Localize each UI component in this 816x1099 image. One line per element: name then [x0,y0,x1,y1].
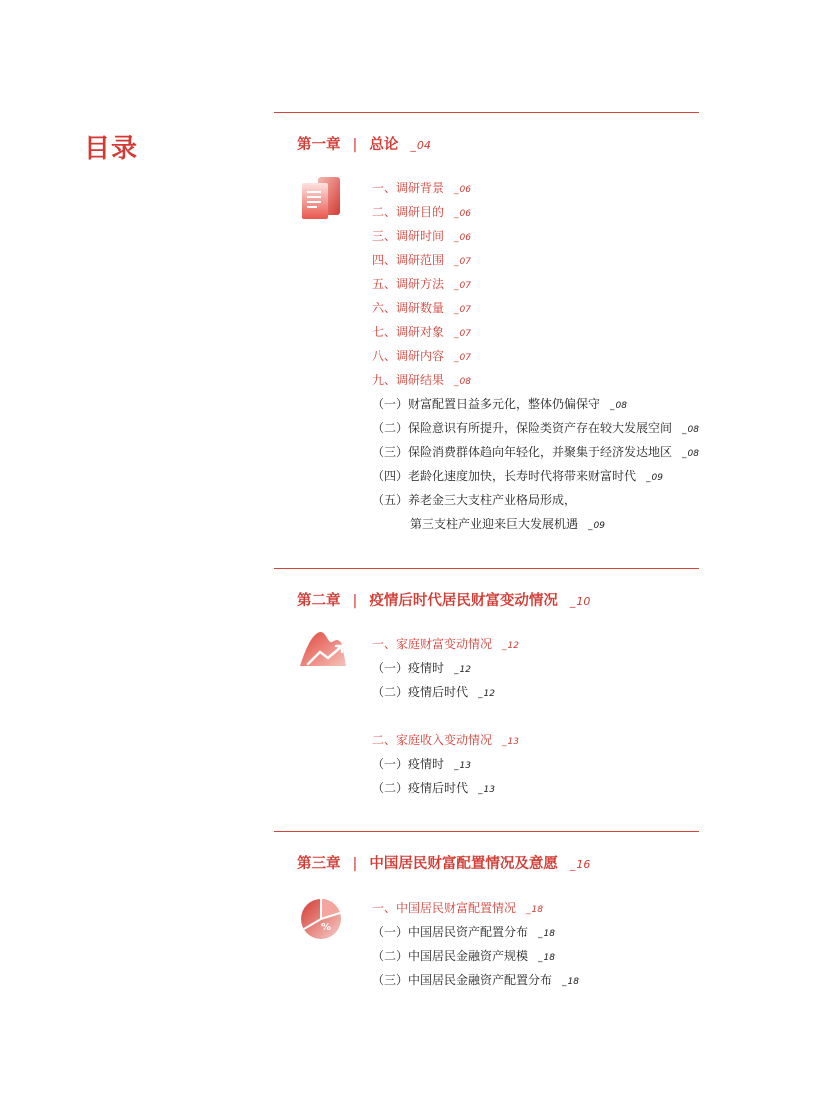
toc-entry[interactable] [372,397,627,413]
chapter-separator: | [352,593,358,609]
entry-text: （一）疫情时 [372,661,445,675]
entry-text: （一）财富配置日益多元化，整体仍偏保守 [372,397,601,411]
chapter-page: _ 10 [570,595,591,608]
entry-page: _ 07 [454,257,471,267]
entry-text: （二）疫情后时代 [372,781,469,795]
entry-text: （一）疫情时 [372,757,445,771]
entry-text: 第三支柱产业迎来巨大发展机遇 [410,517,579,531]
entry-page: _ 07 [454,329,471,339]
entry-page: _ 18 [562,977,579,987]
entry-text: 九、调研结果 [372,373,445,387]
entry-text: 一、家庭财富变动情况 [372,637,493,651]
entry-page: _ 07 [454,353,471,363]
entry-text: （二）疫情后时代 [372,685,469,699]
entry-page: _ 18 [526,905,543,915]
toc-entry[interactable] [372,301,471,317]
entry-text: 一、中国居民财富配置情况 [372,901,517,915]
entry-text: 八、调研内容 [372,349,445,363]
chapter-page: _ 16 [570,858,591,871]
toc-entry[interactable] [372,901,543,917]
percent-pie-icon [298,895,344,941]
entry-text: 七、调研对象 [372,325,445,339]
chapter-label: 第二章 [297,593,341,609]
entry-text: （五）养老金三大支柱产业格局形成， [372,493,577,507]
entry-text: 一、调研背景 [372,181,445,195]
toc-entry[interactable] [372,949,555,965]
chapter-1-rule [274,112,699,113]
entry-page: _ 09 [588,521,605,531]
toc-entry[interactable] [372,733,519,749]
toc-entry[interactable] [372,637,519,653]
entry-text: （三）中国居民金融资产配置分布 [372,973,553,987]
chapter-label: 第三章 [297,856,341,872]
chapter-label: 第一章 [297,137,341,153]
entry-page: _ 07 [454,305,471,315]
entry-page: _ 18 [538,929,555,939]
entry-text: 二、调研目的 [372,205,445,219]
toc-entry[interactable] [372,373,471,389]
entry-page: _ 13 [502,737,519,747]
toc-entry[interactable] [372,205,471,221]
toc-entry[interactable] [372,493,576,507]
entry-text: 六、调研数量 [372,301,445,315]
toc-entry[interactable] [372,925,555,941]
toc-entry[interactable] [372,781,495,797]
entry-page: _ 08 [682,425,699,435]
chapter-1-heading[interactable] [297,133,431,154]
toc-title: 目录 [84,134,139,164]
toc-entry[interactable] [372,181,471,197]
entry-text: （二）保险意识有所提升，保险类资产存在较大发展空间 [372,421,673,435]
entry-page: _ 08 [682,449,699,459]
chapter-separator: | [352,856,358,872]
entry-page: _ 18 [538,953,555,963]
documents-icon [298,175,344,223]
entry-text: （四）老龄化速度加快，长寿时代将带来财富时代 [372,469,637,483]
toc-entry[interactable] [372,349,471,365]
entry-text: （一）中国居民资产配置分布 [372,925,529,939]
entry-page: _ 06 [454,209,471,219]
entry-text: （二）中国居民金融资产规模 [372,949,529,963]
chapter-3-rule [274,831,699,832]
toc-entry[interactable] [372,421,699,437]
entry-page: _ 06 [454,233,471,243]
entry-text: 五、调研方法 [372,277,445,291]
chapter-title: 疫情后时代居民财富变动情况 [369,593,558,609]
chapter-title: 中国居民财富配置情况及意愿 [369,856,558,872]
entry-page: _ 12 [502,641,519,651]
toc-entry[interactable] [372,469,663,485]
chapter-separator: | [352,137,358,153]
entry-text: （三）保险消费群体趋向年轻化，并聚集于经济发达地区 [372,445,673,459]
toc-entry[interactable] [372,661,471,677]
chapter-2-heading[interactable] [297,589,590,610]
entry-page: _ 07 [454,281,471,291]
mountain-chart-icon [298,628,348,670]
entry-page: _ 12 [454,665,471,675]
entry-page: _ 09 [646,473,663,483]
entry-text: 二、家庭收入变动情况 [372,733,493,747]
chapter-page: _ 04 [410,139,431,152]
toc-entry[interactable] [372,973,579,989]
entry-page: _ 06 [454,185,471,195]
entry-page: _ 08 [454,377,471,387]
toc-entry[interactable] [372,685,495,701]
toc-entry[interactable] [372,325,471,341]
entry-page: _ 13 [454,761,471,771]
toc-entry[interactable] [372,445,699,461]
chapter-title: 总论 [369,137,399,153]
toc-entry[interactable] [410,517,605,533]
entry-text: 四、调研范围 [372,253,445,267]
chapter-2-rule [274,568,699,569]
toc-entry[interactable] [372,253,471,269]
entry-page: _ 12 [478,689,495,699]
toc-entry[interactable] [372,757,471,773]
toc-entry[interactable] [372,277,471,293]
entry-text: 三、调研时间 [372,229,445,243]
entry-page: _ 13 [478,785,495,795]
chapter-3-heading[interactable] [297,852,590,873]
entry-page: _ 08 [610,401,627,411]
svg-text:%: % [321,922,332,933]
toc-entry[interactable] [372,229,471,245]
